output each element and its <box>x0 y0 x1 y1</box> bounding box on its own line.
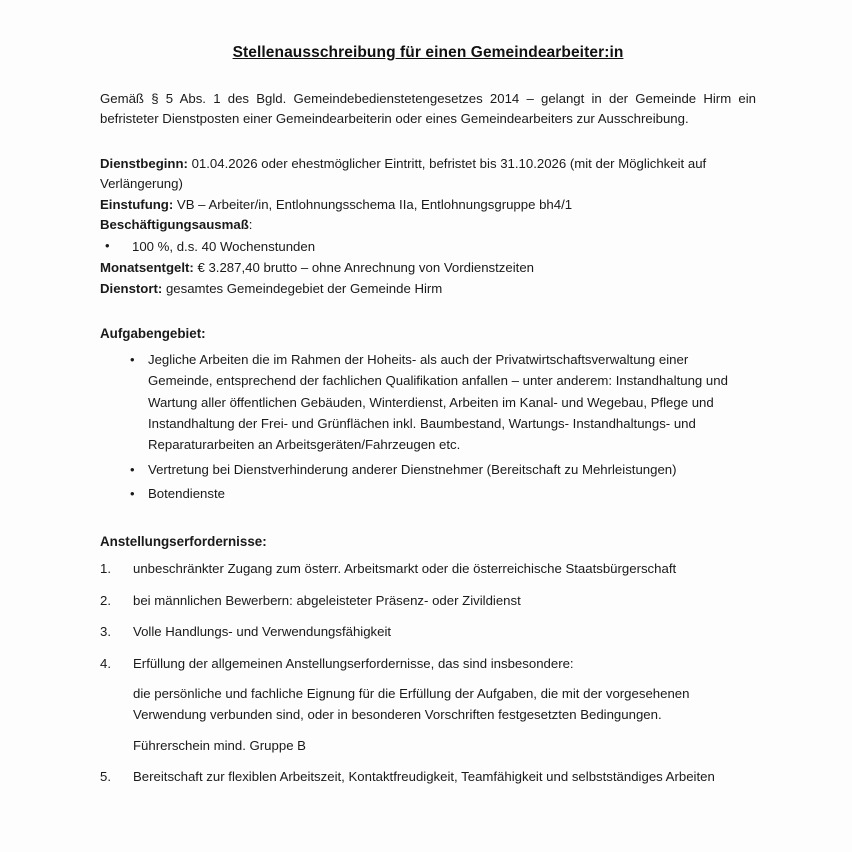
requirement-body <box>133 621 756 642</box>
list-item <box>100 766 756 787</box>
task-text: Vertretung bei Dienstverhinderung anderer Dienstnehmer (Bereitschaft zu Mehrleistungen) <box>148 461 677 477</box>
requirement-number: 5. <box>100 769 111 785</box>
term-start-label: Dienstbeginn: <box>100 155 188 171</box>
term-extent-bullet-row <box>100 237 756 256</box>
requirement-number: 1. <box>100 561 111 577</box>
term-salary-value: € 3.287,40 brutto – ohne Anrechnung von Vordienstzeiten <box>197 260 534 276</box>
requirement-text: Führerschein mind. Gruppe B <box>133 737 306 753</box>
requirements-list <box>100 558 756 787</box>
term-extent-label: Beschäftigungsausmaß <box>100 217 249 233</box>
page-title: Stellenausschreibung für einen Gemeindearbeiter:in <box>232 44 624 61</box>
tasks-heading: Aufgabengebiet: <box>100 325 206 341</box>
requirement-text: bei männlichen Bewerbern: abgeleisteter Präsenz- oder Zivildienst <box>133 592 521 608</box>
list-item <box>100 558 756 579</box>
task-text: Jegliche Arbeiten die im Rahmen der Hoheits- als auch der Privatwirtschaftsverwaltung einer Gemeinde, entsprechend der fachlichen Qualifikation anfallen – unter anderem: Instandhaltung und Wartung aller öffentlichen Gebäuden, Winterdienst, Arbeiten im Kanal- und Wegebau, Pflege und Instandhaltung der Frei- und Grünflächen inkl. Baumbestand, Wartungs- Instandhaltungs- und Reparaturarbeiten an Arbeitsgeräten/Fahrzeugen etc. <box>148 351 728 453</box>
requirement-text: die persönliche und fachliche Eignung für die Erfüllung der Aufgaben, die mit der vorgesehenen Verwendung verbunden sind, oder in besonderen Vorschriften festgesetzten Bedingungen. <box>133 685 690 723</box>
list-item <box>100 349 756 456</box>
term-location-label: Dienstort: <box>100 281 163 297</box>
term-start-value: 01.04.2026 oder ehestmöglicher Eintritt, befristet bis 31.10.2026 (mit der Möglichkeit auf Verlängerung) <box>100 155 707 191</box>
term-start <box>100 154 756 194</box>
requirement-text: Bereitschaft zur flexiblen Arbeitszeit, Kontaktfreudigkeit, Teamfähigkeit und selbstständiges Arbeiten <box>133 769 715 785</box>
list-item <box>100 653 756 757</box>
intro-paragraph: Gemäß § 5 Abs. 1 des Bgld. Gemeindebedienstetengesetzes 2014 – gelangt in der Gemeinde Hirm ein befristeter Dienstposten einer Gemeindearbeiterin oder eines Gemeindearbeiters zur Ausschreibung. <box>100 91 756 127</box>
term-extent-colon: : <box>248 217 253 233</box>
task-text: Botendienste <box>148 486 225 502</box>
list-item <box>100 621 756 642</box>
term-location <box>100 279 756 299</box>
bullet-icon: • <box>105 238 110 254</box>
bullet-icon: • <box>130 351 135 367</box>
requirement-number: 2. <box>100 592 111 608</box>
term-salary <box>100 258 756 278</box>
term-classification-value: VB – Arbeiter/in, Entlohnungsschema IIa, Entlohnungsgruppe bh4/1 <box>176 196 573 212</box>
term-classification <box>100 195 756 215</box>
employment-terms <box>100 154 756 299</box>
term-extent <box>100 215 756 235</box>
bullet-icon: • <box>130 486 135 502</box>
requirement-text: unbeschränkter Zugang zum österr. Arbeitsmarkt oder die österreichische Staatsbürgerschaft <box>133 561 677 577</box>
requirement-body <box>133 558 756 579</box>
list-item <box>100 483 756 504</box>
bullet-icon: • <box>130 461 135 477</box>
list-item <box>100 459 756 480</box>
term-classification-label: Einstufung: <box>100 196 174 212</box>
term-location-value: gesamtes Gemeindegebiet der Gemeinde Hirm <box>165 281 443 297</box>
requirement-number: 4. <box>100 655 111 671</box>
term-salary-label: Monatsentgelt: <box>100 260 194 276</box>
requirement-text: Volle Handlungs- und Verwendungsfähigkeit <box>133 624 392 640</box>
requirement-number: 3. <box>100 624 111 640</box>
requirement-text: Erfüllung der allgemeinen Anstellungserfordernisse, das sind insbesondere: <box>133 655 574 671</box>
requirement-body <box>133 653 756 757</box>
tasks-list <box>100 349 756 505</box>
requirements-heading: Anstellungserfordernisse: <box>100 534 267 550</box>
list-item <box>100 590 756 611</box>
term-extent-bullet: 100 %, d.s. 40 Wochenstunden <box>132 239 316 255</box>
requirement-body <box>133 766 756 787</box>
requirement-body <box>133 590 756 611</box>
